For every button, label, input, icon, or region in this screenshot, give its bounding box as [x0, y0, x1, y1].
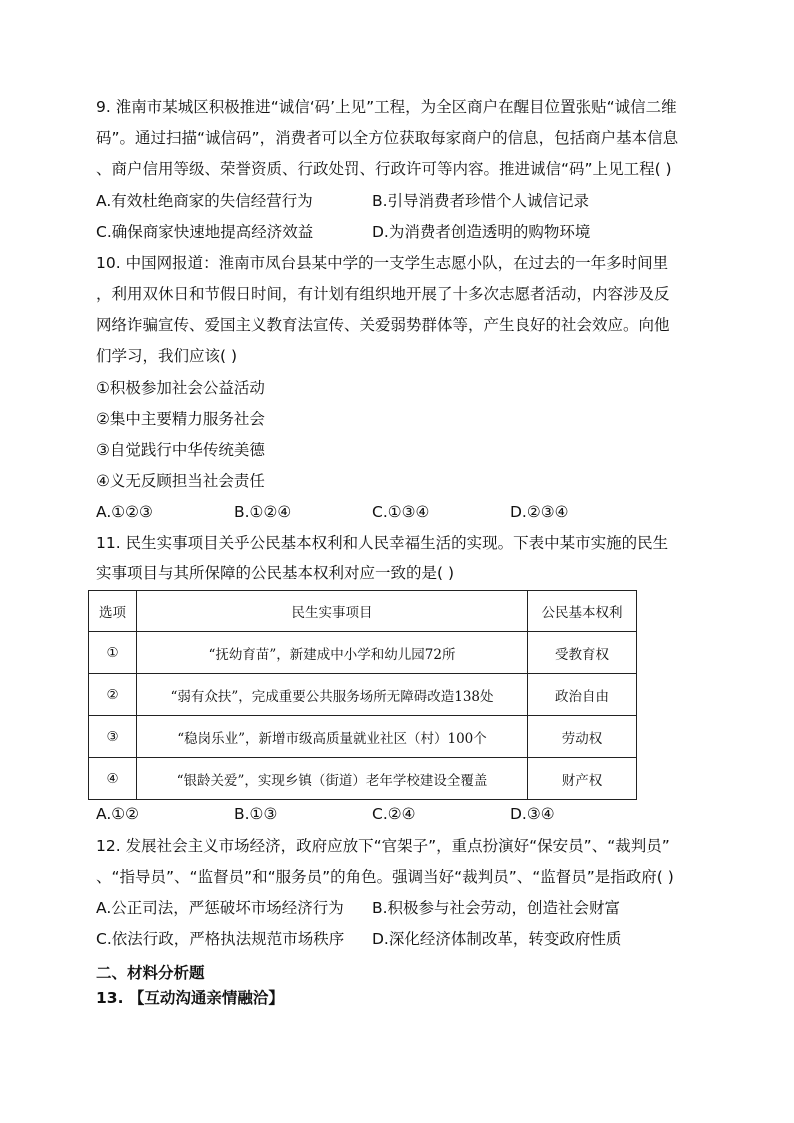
- q11-option-b: B.①③: [234, 805, 278, 823]
- q10-item-3: ③自觉践行中华传统美德: [96, 441, 265, 459]
- q9-option-c: C.确保商家快速地提高经济效益: [96, 223, 314, 241]
- q11-table: [88, 590, 637, 800]
- table-cell: 受教育权: [528, 632, 637, 674]
- q10-item-4: ④义无反顾担当社会责任: [96, 472, 265, 490]
- q10-line-4: 们学习，我们应该( ): [96, 347, 238, 365]
- q12-option-b: B.积极参与社会劳动，创造社会财富: [372, 899, 621, 917]
- q9-option-b: B.引导消费者珍惜个人诚信记录: [372, 192, 590, 210]
- q9-option-a: A.有效杜绝商家的失信经营行为: [96, 192, 313, 210]
- q10-option-a: A.①②③: [96, 503, 153, 521]
- q12-line-1: 12. 发展社会主义市场经济，政府应放下“官架子”，重点扮演好“保安员”、“裁判员”: [96, 837, 670, 855]
- q12-option-a: A.公正司法，严惩破坏市场经济行为: [96, 899, 344, 917]
- table-cell: 财产权: [528, 758, 637, 800]
- table-cell: ③: [89, 716, 137, 758]
- q13-heading: 13. 【互动沟通亲情融洽】: [96, 989, 284, 1007]
- table-cell: “抚幼育苗”，新建成中小学和幼儿园72所: [137, 632, 528, 674]
- section-heading: 二、材料分析题: [96, 964, 205, 982]
- q10-line-1: 10. 中国网报道：淮南市凤台县某中学的一支学生志愿小队，在过去的一年多时间里: [96, 254, 669, 272]
- table-row: [89, 758, 637, 800]
- table-cell: 政治自由: [528, 674, 637, 716]
- table-cell: “弱有众扶”，完成重要公共服务场所无障碍改造138处: [137, 674, 528, 716]
- q10-option-c: C.①③④: [372, 503, 430, 521]
- q9-option-d: D.为消费者创造透明的购物环境: [372, 223, 591, 241]
- table-cell: ④: [89, 758, 137, 800]
- table-cell: 劳动权: [528, 716, 637, 758]
- q11-option-a: A.①②: [96, 805, 140, 823]
- q9-line-1: 9. 淮南市某城区积极推进“诚信‘码’上见”工程，为全区商户在醒目位置张贴“诚信二维: [96, 98, 677, 116]
- q12-option-c: C.依法行政，严格执法规范市场秩序: [96, 930, 345, 948]
- table-header-row: [89, 591, 637, 632]
- q10-line-2: ，利用双休日和节假日时间，有计划有组织地开展了十多次志愿者活动，内容涉及反: [96, 285, 670, 303]
- q10-option-b: B.①②④: [234, 503, 292, 521]
- q9-line-2: 码”。通过扫描“诚信码”，消费者可以全方位获取每家商户的信息，包括商户基本信息: [96, 129, 679, 147]
- q11-option-d: D.③④: [510, 805, 555, 823]
- q10-line-3: 网络诈骗宣传、爱国主义教育法宣传、关爱弱势群体等，产生良好的社会效应。向他: [96, 316, 670, 334]
- q10-item-2: ②集中主要精力服务社会: [96, 410, 265, 428]
- table-cell: “银龄关爱”，实现乡镇（街道）老年学校建设全覆盖: [137, 758, 528, 800]
- table-header-cell: 民生实事项目: [137, 591, 528, 632]
- table-header-cell: 公民基本权利: [528, 591, 637, 632]
- q12-option-d: D.深化经济体制改革，转变政府性质: [372, 930, 622, 948]
- table-cell: ②: [89, 674, 137, 716]
- table-row: [89, 632, 637, 674]
- table-header-cell: 选项: [89, 591, 137, 632]
- q10-option-d: D.②③④: [510, 503, 569, 521]
- table-row: [89, 674, 637, 716]
- table-cell: “稳岗乐业”，新增市级高质量就业社区（村）100个: [137, 716, 528, 758]
- q11-option-c: C.②④: [372, 805, 416, 823]
- q11-line-1: 11. 民生实事项目关乎公民基本权利和人民幸福生活的实现。下表中某市实施的民生: [96, 534, 669, 552]
- table-row: [89, 716, 637, 758]
- q10-item-1: ①积极参加社会公益活动: [96, 379, 265, 397]
- q12-line-2: 、“指导员”、“监督员”和“服务员”的角色。强调当好“裁判员”、“监督员”是指政府( ): [96, 868, 674, 886]
- q9-line-3: 、商户信用等级、荣誉资质、行政处罚、行政许可等内容。推进诚信“码”上见工程( ): [96, 160, 672, 178]
- table-cell: ①: [89, 632, 137, 674]
- q11-line-2: 实事项目与其所保障的公民基本权利对应一致的是( ): [96, 564, 455, 582]
